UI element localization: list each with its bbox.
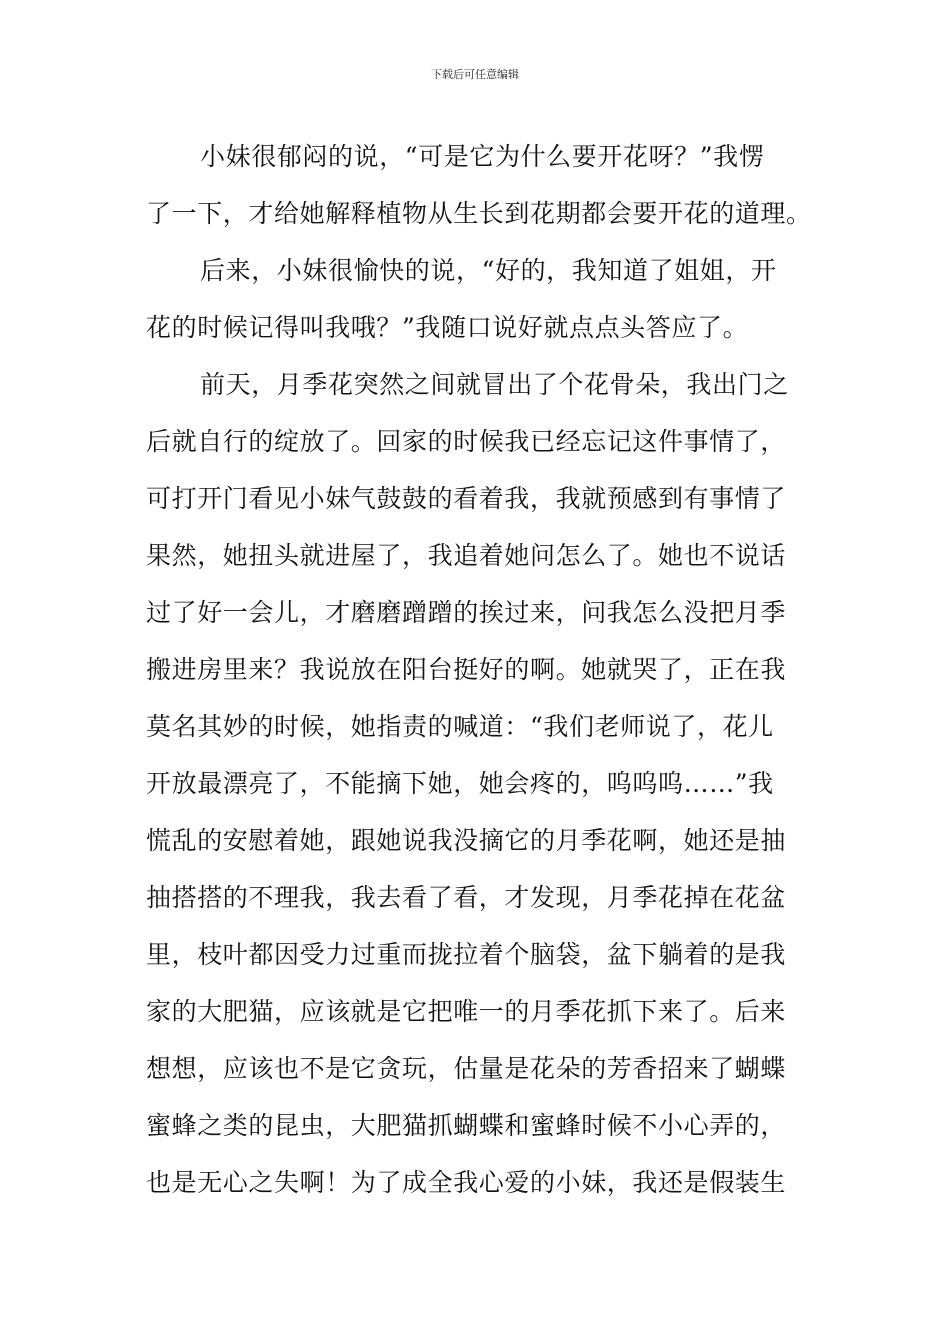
body-text <box>146 128 812 1211</box>
text-line: 花的时候记得叫我哦？”我随口说好就点点头答应了。 <box>146 313 749 342</box>
page-header: 下载后可任意编辑 <box>431 68 519 81</box>
text-line: 搬进房里来？我说放在阳台挺好的啊。她就哭了，正在我 <box>146 655 787 684</box>
text-line: 后就自行的绽放了。回家的时候我已经忘记这件事情了， <box>146 427 787 456</box>
text-line: 想想，应该也不是它贪玩，估量是花朵的芳香招来了蝴蝶 <box>146 1054 787 1083</box>
text-line: 可打开门看见小妹气鼓鼓的看着我，我就预感到有事情了 <box>146 484 787 513</box>
text-line: 也是无心之失啊！为了成全我心爱的小妹，我还是假装生 <box>146 1168 787 1197</box>
text-line: 家的大肥猫，应该就是它把唯一的月季花抓下来了。后来 <box>146 997 787 1026</box>
text-line: 小妹很郁闷的说，“可是它为什么要开花呀？”我愣 <box>200 142 765 171</box>
text-line: 前天，月季花突然之间就冒出了个花骨朵，我出门之 <box>200 370 789 399</box>
text-line: 抽搭搭的不理我，我去看了看，才发现，月季花掉在花盆 <box>146 883 787 912</box>
text-line: 过了好一会儿，才磨磨蹭蹭的挨过来，问我怎么没把月季 <box>146 598 787 627</box>
text-line: 后来，小妹很愉快的说，“好的，我知道了姐姐，开 <box>200 256 777 285</box>
text-line: 开放最漂亮了，不能摘下她，她会疼的，呜呜呜……”我 <box>146 769 774 798</box>
text-line: 果然，她扭头就进屋了，我追着她问怎么了。她也不说话 <box>146 541 787 570</box>
text-line: 莫名其妙的时候，她指责的喊道：“我们老师说了，花儿 <box>146 712 774 741</box>
text-line: 慌乱的安慰着她，跟她说我没摘它的月季花啊，她还是抽 <box>146 826 787 855</box>
text-line: 里，枝叶都因受力过重而拢拉着个脑袋，盆下躺着的是我 <box>146 940 787 969</box>
text-line: 蜜蜂之类的昆虫，大肥猫抓蝴蝶和蜜蜂时候不小心弄的， <box>146 1111 787 1140</box>
text-line: 了一下，才给她解释植物从生长到花期都会要开花的道理。 <box>146 199 812 228</box>
